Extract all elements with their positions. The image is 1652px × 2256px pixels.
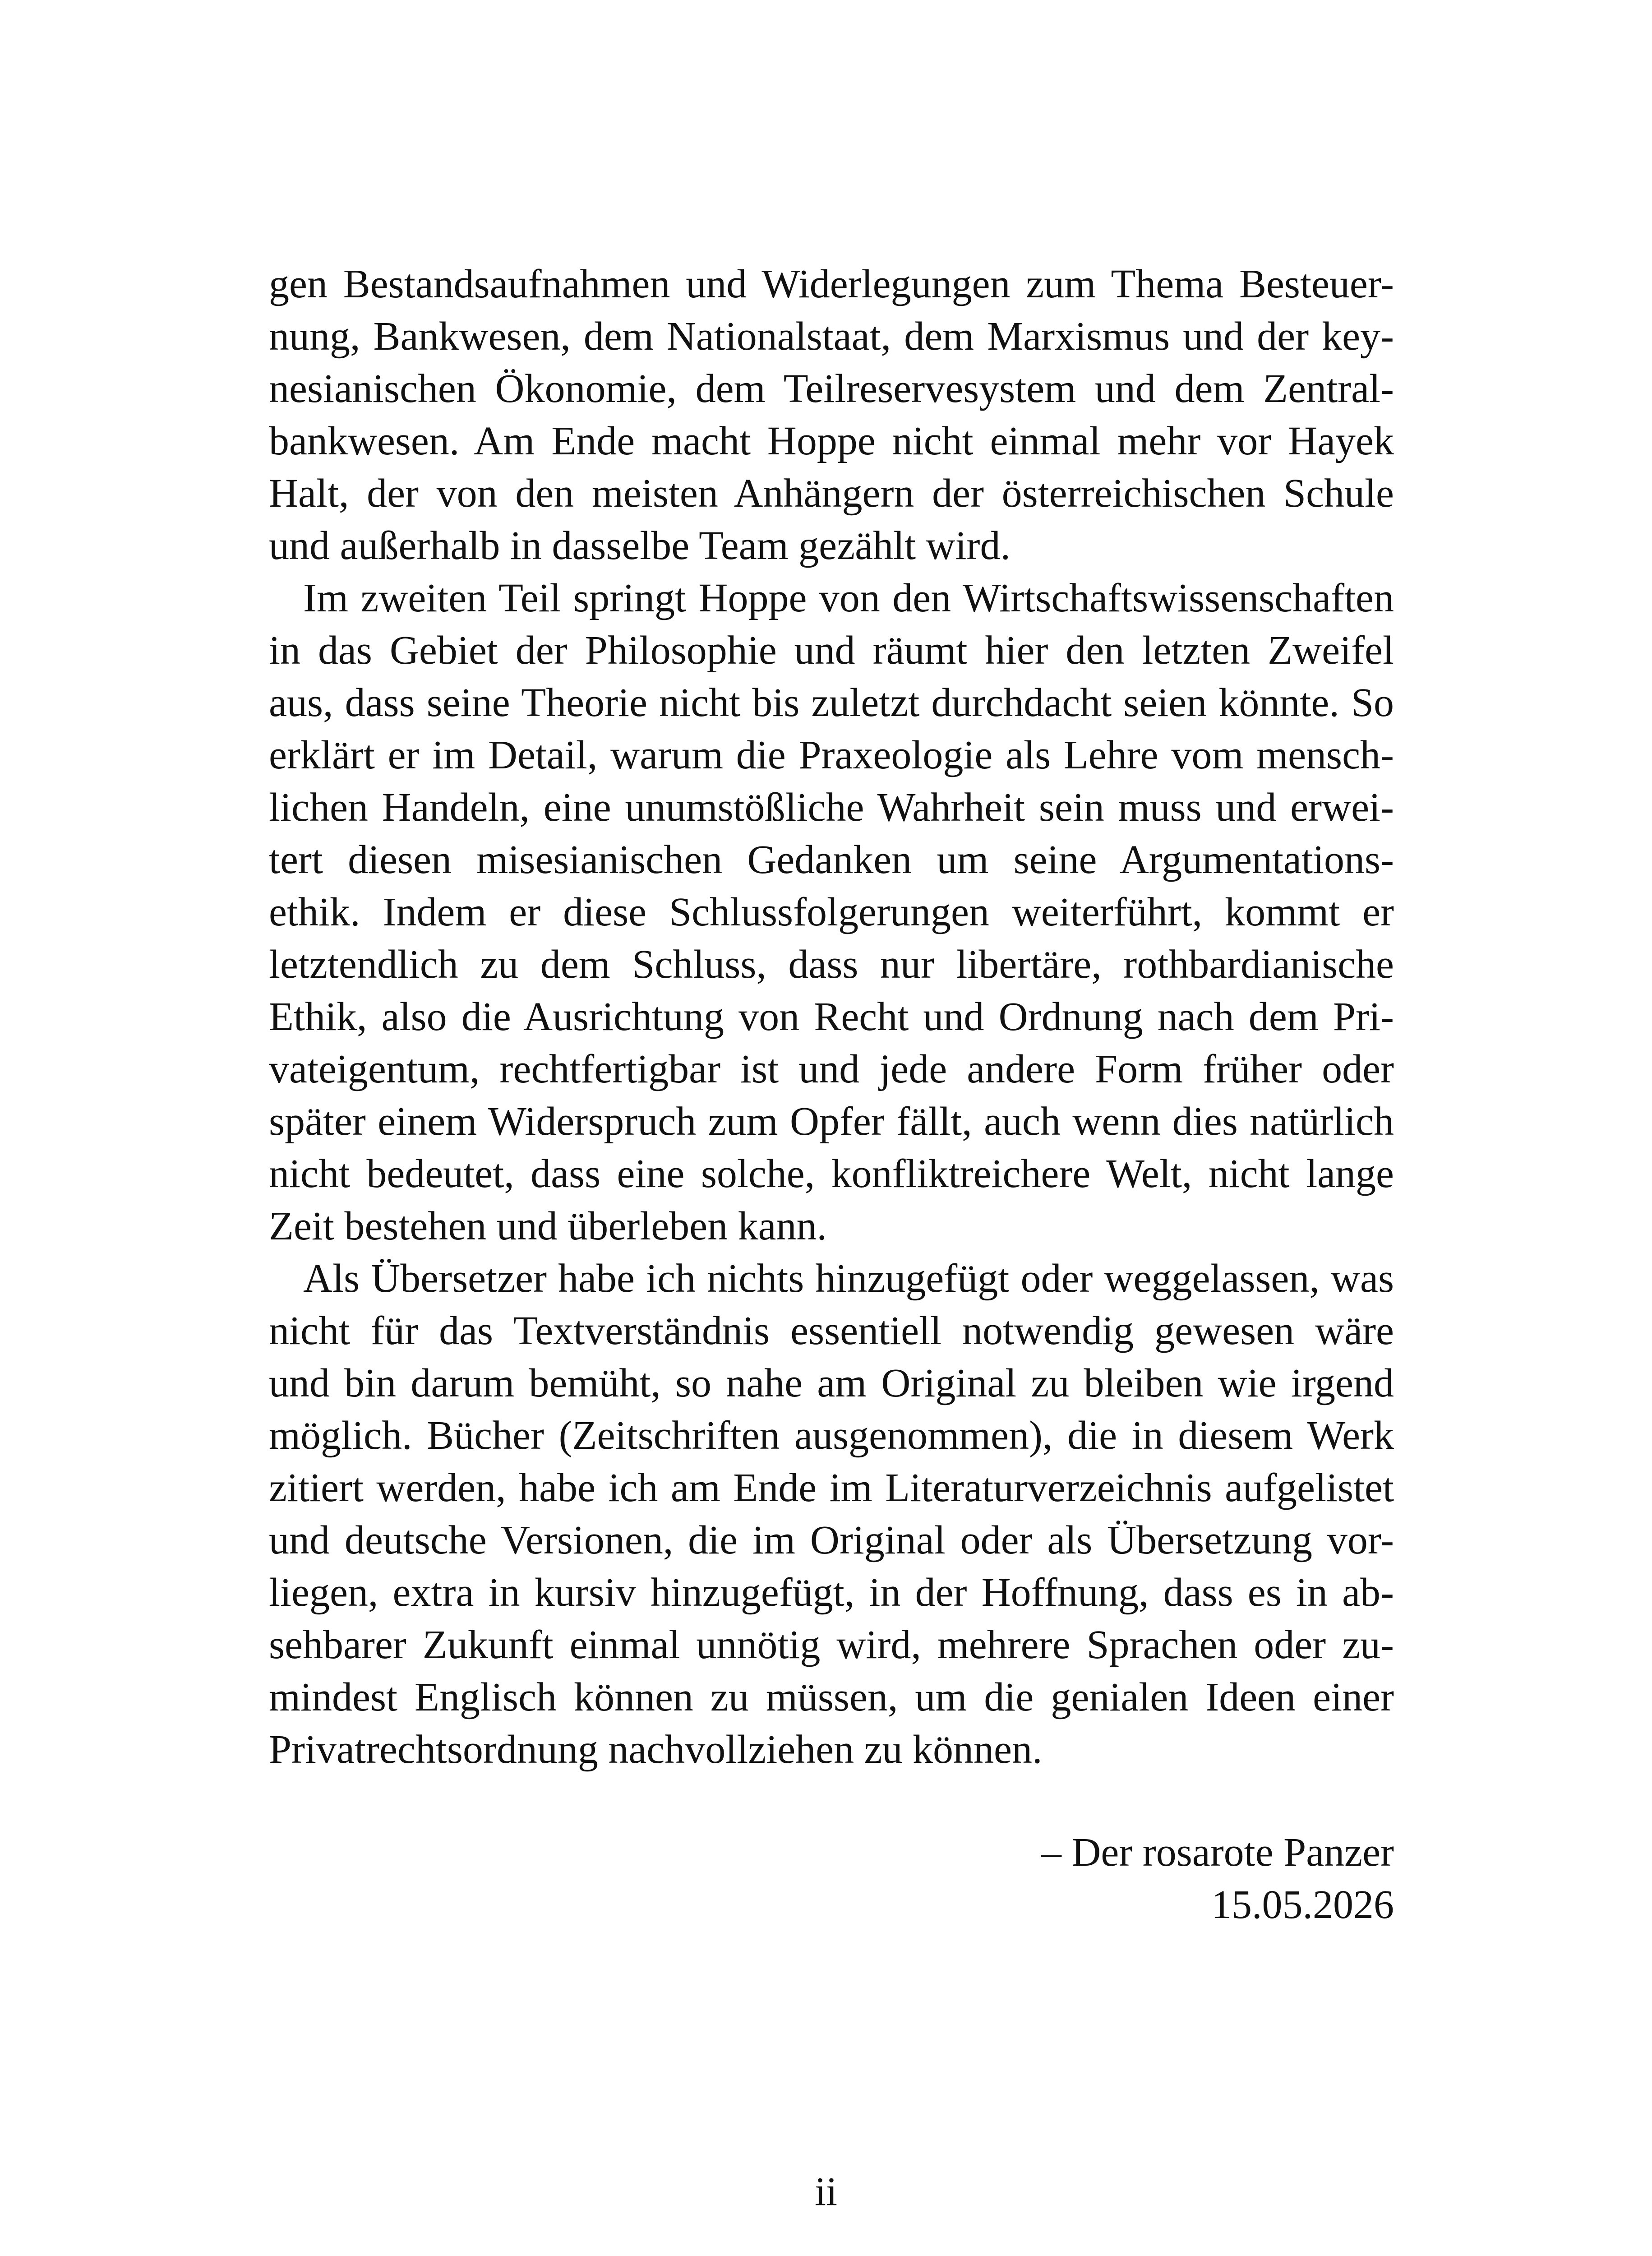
paragraph-3 <box>269 1253 1394 1776</box>
text-line: später einem Widerspruch zum Opfer fällt, auch wenn dies natürlich <box>269 1099 1394 1144</box>
text-line: sehbarer Zukunft einmal unnötig wird, mehrere Sprachen oder zu- <box>269 1623 1394 1667</box>
text-line: und außerhalb in dasselbe Team gezählt wird. <box>269 523 1011 568</box>
text-line: Im zweiten Teil springt Hoppe von den Wirtschaftswissenschaften <box>303 576 1394 620</box>
text-line: mindest Englisch können zu müssen, um die genialen Ideen einer <box>269 1675 1394 1720</box>
text-line: ethik. Indem er diese Schlussfolgerungen weiterführt, kommt er <box>269 890 1394 934</box>
signature-author: – Der rosarote Panzer <box>1041 1830 1394 1875</box>
text-line: nung, Bankwesen, dem Nationalstaat, dem Marxismus und der key- <box>269 314 1394 359</box>
text-line: gen Bestandsaufnahmen und Widerlegungen zum Thema Besteuer- <box>269 262 1394 306</box>
text-line: Ethik, also die Ausrichtung von Recht und Ordnung nach dem Pri- <box>269 994 1394 1039</box>
text-line: zitiert werden, habe ich am Ende im Literaturverzeichnis aufgelistet <box>269 1465 1394 1510</box>
text-line: Als Übersetzer habe ich nichts hinzugefügt oder weggelassen, was <box>303 1256 1394 1301</box>
text-line: Privatrechtsordnung nachvollziehen zu können. <box>269 1727 1043 1772</box>
text-line: nesianischen Ökonomie, dem Teilreservesystem und dem Zentral- <box>269 366 1394 411</box>
text-line: Zeit bestehen und überleben kann. <box>269 1204 827 1248</box>
paragraph-1 <box>269 258 1394 572</box>
text-line: tert diesen misesianischen Gedanken um seine Argumentations- <box>269 837 1394 882</box>
text-line: erklärt er im Detail, warum die Praxeologie als Lehre vom mensch- <box>269 733 1394 777</box>
text-line: nicht für das Textverständnis essentiell notwendig gewesen wäre <box>269 1308 1394 1353</box>
text-line: aus, dass seine Theorie nicht bis zuletzt durchdacht seien könnte. So <box>269 680 1394 725</box>
page-number: ii <box>814 2169 837 2214</box>
body-text <box>269 258 1394 1776</box>
text-line: möglich. Bücher (Zeitschriften ausgenommen), die in diesem Werk <box>269 1413 1394 1458</box>
text-line: Halt, der von den meisten Anhängern der österreichischen Schule <box>269 471 1394 516</box>
text-line: in das Gebiet der Philosophie und räumt hier den letzten Zweifel <box>269 628 1394 673</box>
text-line: lichen Handeln, eine unumstößliche Wahrheit sein muss und erwei- <box>269 785 1394 830</box>
text-line: und bin darum bemüht, so nahe am Original zu bleiben wie irgend <box>269 1361 1394 1405</box>
text-line: und deutsche Versionen, die im Original oder als Übersetzung vor- <box>269 1518 1394 1563</box>
signature-block <box>269 1826 1394 1931</box>
text-line: liegen, extra in kursiv hinzugefügt, in der Hoffnung, dass es in ab- <box>269 1570 1394 1615</box>
text-line: bankwesen. Am Ende macht Hoppe nicht einmal mehr vor Hayek <box>269 419 1394 463</box>
text-line: nicht bedeutet, dass eine solche, konfliktreichere Welt, nicht lange <box>269 1151 1394 1196</box>
text-line: vateigentum, rechtfertigbar ist und jede andere Form früher oder <box>269 1047 1394 1091</box>
paragraph-2 <box>269 572 1394 1253</box>
text-line: letztendlich zu dem Schluss, dass nur libertäre, rothbardianische <box>269 942 1394 987</box>
signature-date: 15.05.2026 <box>1211 1882 1394 1927</box>
